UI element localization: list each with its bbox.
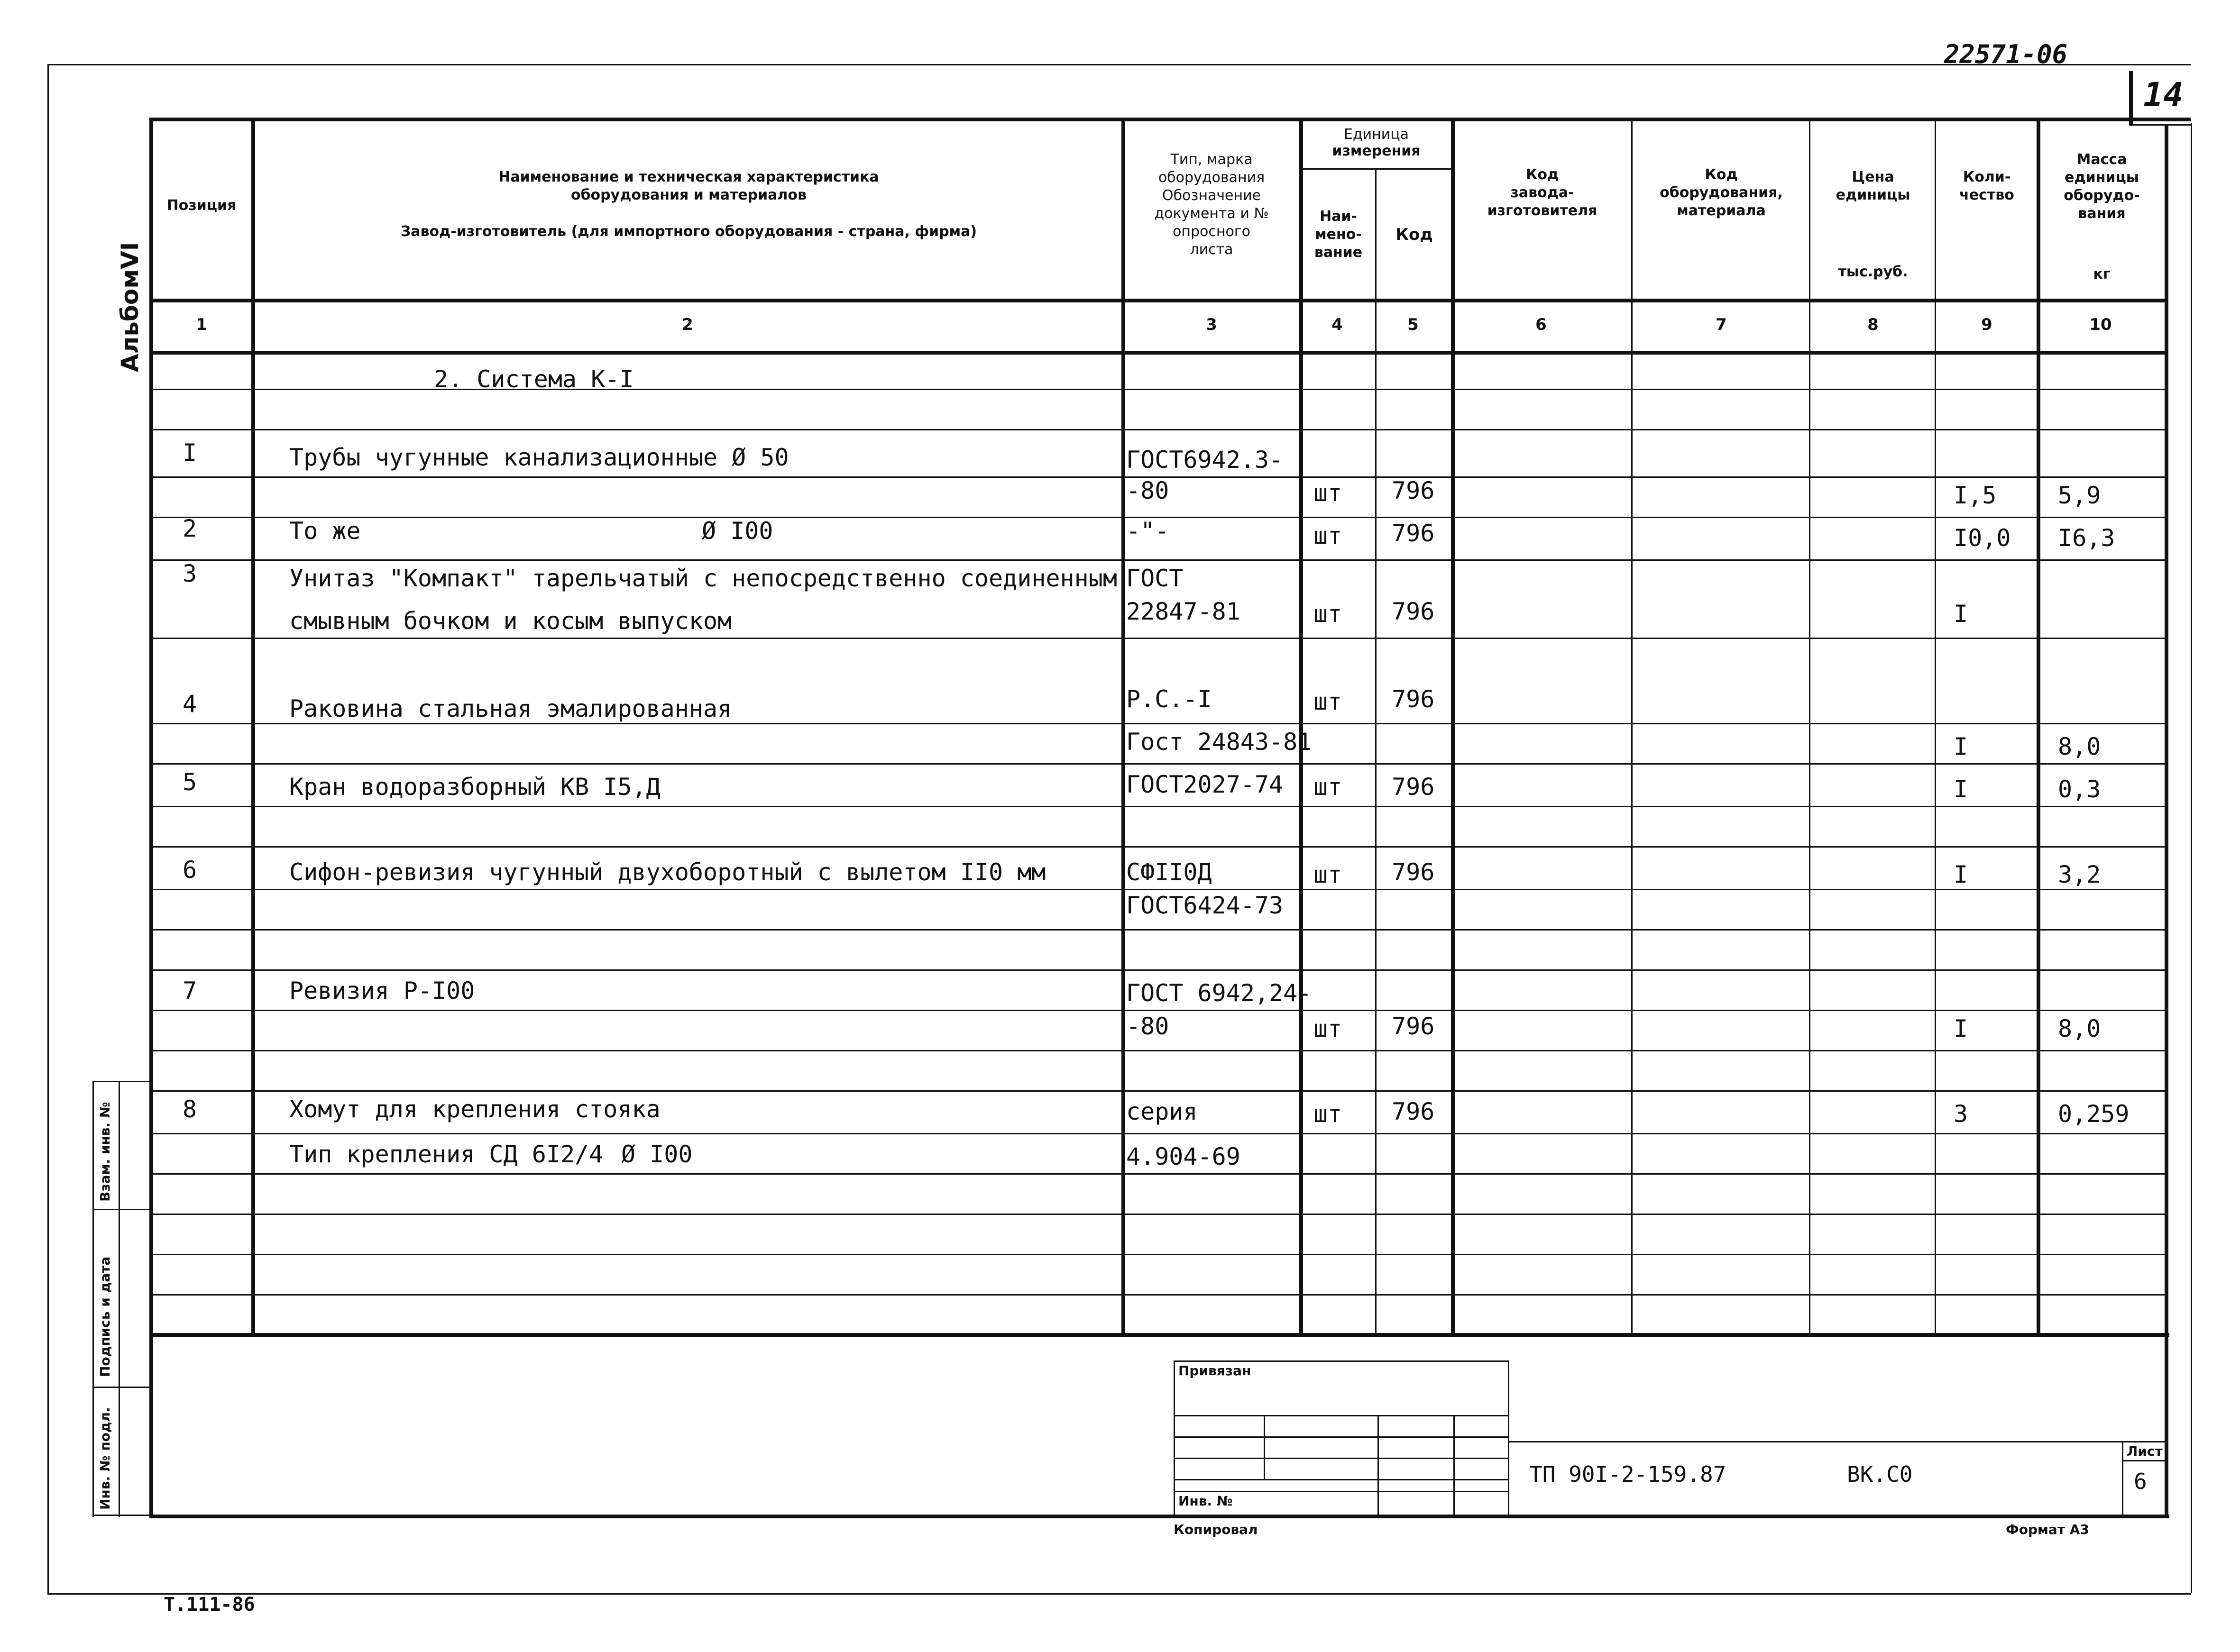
row11-type: ГОСТ 6942,24-	[1126, 979, 1312, 1007]
side-strip-mid	[119, 1081, 120, 1517]
row-line	[149, 1214, 2165, 1215]
number-row-bottom	[149, 351, 2165, 355]
header-unit-group-2: измерения	[1332, 143, 1421, 159]
copied-label: Копировал	[1174, 1522, 1258, 1537]
row8-unit: шт	[1313, 773, 1342, 801]
colnum-10: 10	[2089, 315, 2112, 334]
album-label: АльбомVI	[116, 242, 144, 372]
header-unit-group-1: Единица	[1343, 126, 1409, 143]
page-corner-number: 14	[2143, 75, 2184, 114]
row13-name: Хомут для крепления стояка	[289, 1095, 661, 1123]
row-line	[149, 1050, 2165, 1051]
header-mass-1: Масса	[2076, 151, 2127, 168]
header-price-2: единицы	[1836, 187, 1910, 203]
row12-code: 796	[1392, 1013, 1435, 1040]
row9-qty: I	[1954, 861, 1968, 888]
row2-code: 796	[1392, 477, 1435, 504]
header-bottom-line	[149, 299, 2165, 302]
row6-position: 4	[183, 690, 197, 718]
stamp-line	[1174, 1479, 1508, 1480]
header-position: Позиция	[166, 197, 237, 214]
side-label-inv-podl: Инв. № подл.	[97, 1407, 113, 1510]
row-line	[149, 429, 2165, 430]
header-type-6: листа	[1190, 241, 1233, 258]
side-strip-left	[92, 1081, 94, 1517]
stamp-inner-v	[1377, 1415, 1379, 1517]
header-type-4: документа и №	[1154, 205, 1269, 222]
side-strip-line	[92, 1209, 149, 1210]
side-label-podpis: Подпись и дата	[97, 1256, 113, 1377]
table-right-border	[2165, 124, 2168, 1516]
row13-type: серия	[1126, 1098, 1198, 1125]
stamp-code-top	[1508, 1441, 2165, 1442]
format-label: Формат А3	[2006, 1522, 2089, 1537]
row5-code: 796	[1392, 598, 1435, 625]
header-name-line3: Завод-изготовитель (для импортного оборудования - страна, фирма)	[400, 223, 977, 240]
header-type-2: оборудования	[1158, 169, 1265, 186]
header-price-1: Цена	[1852, 169, 1894, 185]
stamp-inner-v	[1453, 1415, 1455, 1517]
row9-type: СФII0Д	[1126, 858, 1212, 886]
row11-name: Ревизия Р-I00	[289, 977, 475, 1004]
row12-qty: I	[1954, 1015, 1968, 1042]
header-name-line1: Наименование и техническая характеристика	[498, 169, 879, 185]
row3-mass: I6,3	[2058, 524, 2115, 552]
row-line	[149, 1294, 2165, 1296]
row14-type: 4.904-69	[1126, 1143, 1240, 1170]
outer-frame-right	[2191, 123, 2192, 1593]
row8-mass: 0,3	[2058, 776, 2101, 803]
side-strip-top	[92, 1081, 149, 1082]
row7-mass: 8,0	[2058, 733, 2101, 760]
table-top-border	[149, 118, 2191, 121]
header-quantity-2: чество	[1959, 187, 2014, 203]
row-line	[149, 763, 2165, 765]
stamp-inv: Инв. №	[1178, 1493, 1233, 1509]
row4-name: Унитаз "Компакт" тарельчатый с непосредственно соединенным	[289, 565, 1117, 592]
header-equipment-code-2: оборудования,	[1660, 184, 1783, 201]
row13-code: 796	[1392, 1098, 1435, 1125]
header-mass-unit: кг	[2093, 266, 2111, 283]
row3-qty: I0,0	[1954, 524, 2011, 552]
row11-position: 7	[183, 977, 197, 1004]
stamp-right	[1508, 1360, 1509, 1517]
stamp-left	[1174, 1360, 1175, 1517]
sheet-label: Лист	[2127, 1443, 2163, 1459]
stamp-doc-code: ТП 90I-2-159.87	[1529, 1461, 1726, 1487]
row6-code: 796	[1392, 685, 1435, 713]
row13-mass: 0,259	[2058, 1100, 2130, 1128]
row14-name: Тип крепления СД 6I2/4	[289, 1141, 604, 1168]
section-title: 2. Система К-I	[434, 365, 634, 393]
header-mass-3: оборудо-	[2064, 187, 2140, 204]
table-left-border	[149, 118, 153, 1516]
sheet-box-divider	[2122, 1460, 2165, 1461]
row14-name-extra: Ø I00	[621, 1141, 693, 1168]
header-quantity-1: Коли-	[1963, 169, 2011, 185]
colnum-7: 7	[1716, 315, 1727, 334]
row2-mass: 5,9	[2058, 482, 2101, 509]
row6-type: Р.С.-I	[1126, 685, 1212, 713]
stamp-bottom	[149, 1515, 2169, 1518]
header-price-unit: тыс.руб.	[1838, 264, 1908, 280]
header-factory-code-1: Код	[1525, 166, 1559, 183]
row8-type: ГОСТ2027-74	[1126, 771, 1284, 798]
row2-unit: шт	[1313, 479, 1342, 507]
table-bottom-border	[149, 1333, 2169, 1337]
row3-name-extra: Ø I00	[702, 517, 773, 545]
side-strip-line	[92, 1387, 149, 1388]
row5-unit: шт	[1313, 600, 1342, 628]
col-divider-4	[1375, 168, 1377, 1333]
row6-unit: шт	[1313, 688, 1342, 715]
col-divider-9	[2037, 118, 2040, 1333]
row9-unit: шт	[1313, 861, 1342, 888]
row3-unit: шт	[1313, 522, 1342, 549]
header-factory-code-2: завода-	[1510, 184, 1574, 201]
row4-type: ГОСТ	[1126, 565, 1184, 592]
col-divider-8	[1935, 118, 1936, 1333]
colnum-5: 5	[1407, 315, 1419, 334]
colnum-3: 3	[1206, 315, 1217, 334]
row8-name: Кран водоразборный КВ I5,Д	[289, 773, 661, 801]
side-label-vzam: Взам. инв. №	[97, 1102, 113, 1202]
col-divider-5	[1451, 118, 1455, 1333]
row9-position: 6	[183, 856, 197, 884]
col-divider-2	[1121, 118, 1125, 1333]
row-line	[149, 846, 2165, 848]
row-line	[149, 1254, 2165, 1255]
row13-qty: 3	[1954, 1100, 1968, 1128]
row9-mass: 3,2	[2058, 861, 2101, 888]
row-line	[149, 559, 2165, 561]
outer-frame-left	[47, 64, 49, 1593]
side-strip-bottom	[92, 1515, 149, 1516]
header-unit-name-2: мено-	[1315, 226, 1362, 243]
row2-qty: I,5	[1954, 482, 1997, 509]
colnum-1: 1	[196, 315, 207, 334]
row13-position: 8	[183, 1095, 197, 1123]
stamp-mark: ВК.С0	[1847, 1461, 1913, 1487]
row9-name: Сифон-ревизия чугунный двухоборотный с вылетом II0 мм	[289, 858, 1046, 886]
header-type-3: Обозначение	[1162, 187, 1261, 204]
row-line	[149, 1173, 2165, 1175]
corner-box-bottom	[2129, 124, 2191, 126]
row-line	[149, 1090, 2165, 1092]
header-type-1: Тип, марка	[1170, 151, 1253, 168]
row8-code: 796	[1392, 773, 1435, 801]
row7-type: Гост 24843-81	[1126, 728, 1312, 756]
stamp-line	[1174, 1458, 1508, 1459]
row3-type: -"-	[1126, 517, 1169, 545]
row12-unit: шт	[1313, 1015, 1342, 1042]
row-line	[149, 889, 2165, 890]
colnum-6: 6	[1535, 315, 1547, 334]
stamp-privyazan: Привязан	[1178, 1363, 1251, 1378]
outer-frame-bottom	[47, 1593, 2191, 1595]
header-unit-name-1: Наи-	[1320, 208, 1357, 225]
row-line	[149, 723, 2165, 724]
header-equipment-code-3: материала	[1677, 202, 1766, 219]
col-divider-1	[251, 118, 255, 1333]
header-equipment-code-1: Код	[1705, 166, 1738, 183]
stamp-line	[1174, 1415, 1508, 1416]
col-divider-3	[1299, 118, 1303, 1333]
row1-position: I	[183, 439, 197, 466]
header-mass-2: единицы	[2065, 169, 2139, 186]
row3-code: 796	[1392, 520, 1435, 547]
outer-frame-top	[47, 64, 2191, 65]
row3-name: То же	[289, 517, 361, 545]
col-divider-6	[1631, 118, 1633, 1333]
row-line	[149, 929, 2165, 931]
document-top-number: 22571-06	[1944, 39, 2068, 69]
row10-type: ГОСТ6424-73	[1126, 892, 1284, 919]
bottom-code: Т.111-86	[164, 1594, 255, 1615]
row12-type: -80	[1126, 1013, 1169, 1040]
colnum-8: 8	[1867, 315, 1879, 334]
header-mass-4: вания	[2078, 205, 2126, 222]
row5-qty: I	[1954, 600, 1968, 628]
row2-type: -80	[1126, 477, 1169, 504]
header-name-line2: оборудования и материалов	[571, 187, 807, 203]
row5-type: 22847-81	[1126, 598, 1240, 625]
stamp-line	[1174, 1436, 1508, 1438]
col-divider-7	[1809, 118, 1810, 1333]
row9-code: 796	[1392, 858, 1435, 886]
sheet-number: 6	[2134, 1469, 2147, 1494]
row-line	[149, 806, 2165, 807]
row7-qty: I	[1954, 733, 1968, 760]
stamp-top	[1174, 1360, 1508, 1362]
row8-position: 5	[183, 768, 197, 796]
row5-name: смывным бочком и косым выпуском	[289, 607, 732, 635]
header-unit-code: Код	[1395, 225, 1433, 244]
row-line	[149, 1010, 2165, 1011]
row6-name: Раковина стальная эмалированная	[289, 695, 732, 722]
row3-position: 2	[183, 515, 197, 542]
colnum-2: 2	[682, 315, 693, 334]
colnum-4: 4	[1331, 315, 1343, 334]
header-unit-name-3: вание	[1314, 244, 1363, 261]
colnum-9: 9	[1981, 315, 1992, 334]
row-line	[149, 638, 2165, 639]
stamp-line	[1174, 1491, 1508, 1492]
row-line	[149, 1133, 2165, 1134]
row13-unit: шт	[1313, 1100, 1342, 1128]
row1-type: ГОСТ6942.3-	[1126, 446, 1284, 474]
header-type-5: опросного	[1173, 223, 1250, 240]
row1-name: Трубы чугунные канализационные Ø 50	[289, 444, 789, 471]
sheet-box-left	[2122, 1441, 2123, 1515]
stamp-inner-v	[1264, 1415, 1265, 1479]
header-factory-code-3: изготовителя	[1487, 202, 1597, 219]
row12-mass: 8,0	[2058, 1015, 2101, 1042]
row8-qty: I	[1954, 776, 1968, 803]
row4-position: 3	[183, 560, 197, 587]
row-line	[149, 969, 2165, 971]
